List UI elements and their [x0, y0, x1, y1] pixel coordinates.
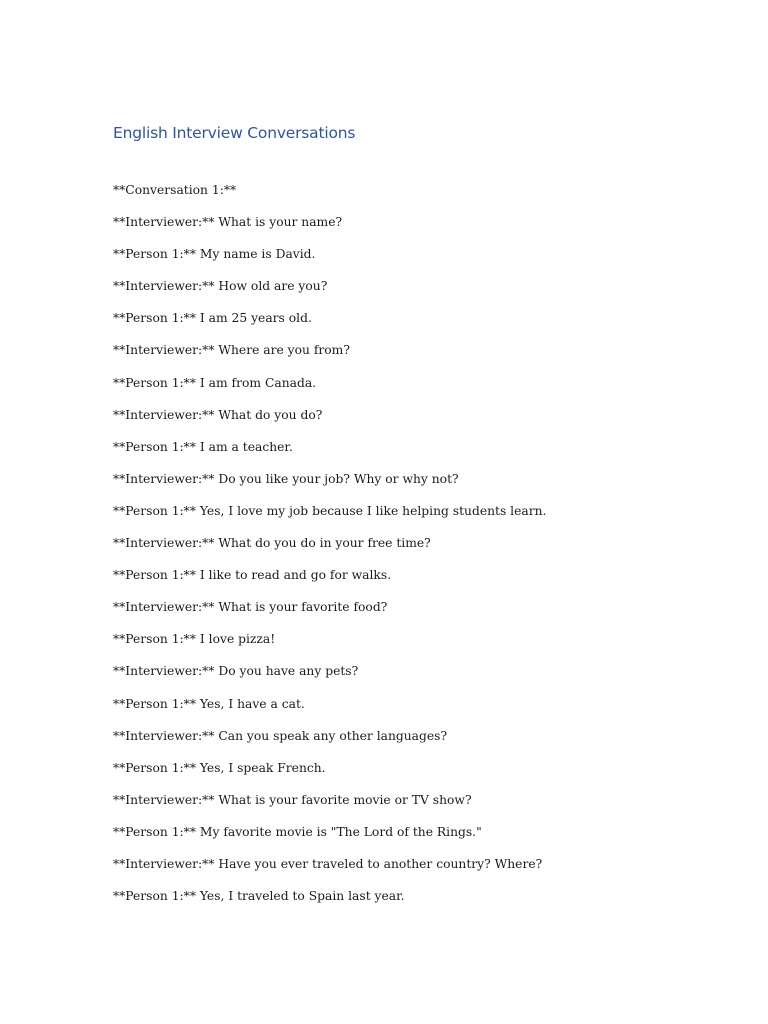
person-line: **Person 1:** I love pizza!: [113, 632, 276, 647]
interviewer-line: **Interviewer:** Do you like your job? Why or why not?: [113, 471, 459, 486]
person-line: **Person 1:** My name is David.: [113, 247, 316, 262]
interviewer-line: **Interviewer:** What is your name?: [113, 215, 343, 230]
interviewer-line: **Interviewer:** Have you ever traveled to another country? Where?: [113, 856, 543, 871]
person-line: **Person 1:** I am from Canada.: [113, 375, 317, 390]
interviewer-line: **Interviewer:** How old are you?: [113, 279, 328, 294]
interviewer-line: **Interviewer:** Do you have any pets?: [113, 664, 359, 679]
person-line: **Person 1:** My favorite movie is "The Lord of the Rings.": [113, 824, 482, 839]
interviewer-line: **Interviewer:** What is your favorite food?: [113, 600, 388, 615]
person-line: **Person 1:** I am 25 years old.: [113, 311, 312, 326]
person-line: **Person 1:** Yes, I love my job because I like helping students learn.: [113, 503, 547, 518]
interviewer-line: **Interviewer:** What is your favorite movie or TV show?: [113, 792, 472, 807]
person-line: **Person 1:** I am a teacher.: [113, 439, 293, 454]
interviewer-line: **Interviewer:** What do you do?: [113, 407, 323, 422]
document-title: English Interview Conversations: [113, 124, 356, 142]
interviewer-line: **Interviewer:** What do you do in your free time?: [113, 536, 431, 551]
conversation-body: [113, 180, 713, 918]
person-line: **Person 1:** Yes, I have a cat.: [113, 696, 305, 711]
person-line: **Person 1:** I like to read and go for walks.: [113, 568, 392, 583]
interviewer-line: **Interviewer:** Where are you from?: [113, 343, 350, 358]
person-line: **Person 1:** Yes, I speak French.: [113, 760, 326, 775]
person-line: **Person 1:** Yes, I traveled to Spain last year.: [113, 889, 405, 904]
conversation-heading: **Conversation 1:**: [113, 183, 237, 197]
interviewer-line: **Interviewer:** Can you speak any other languages?: [113, 728, 448, 743]
